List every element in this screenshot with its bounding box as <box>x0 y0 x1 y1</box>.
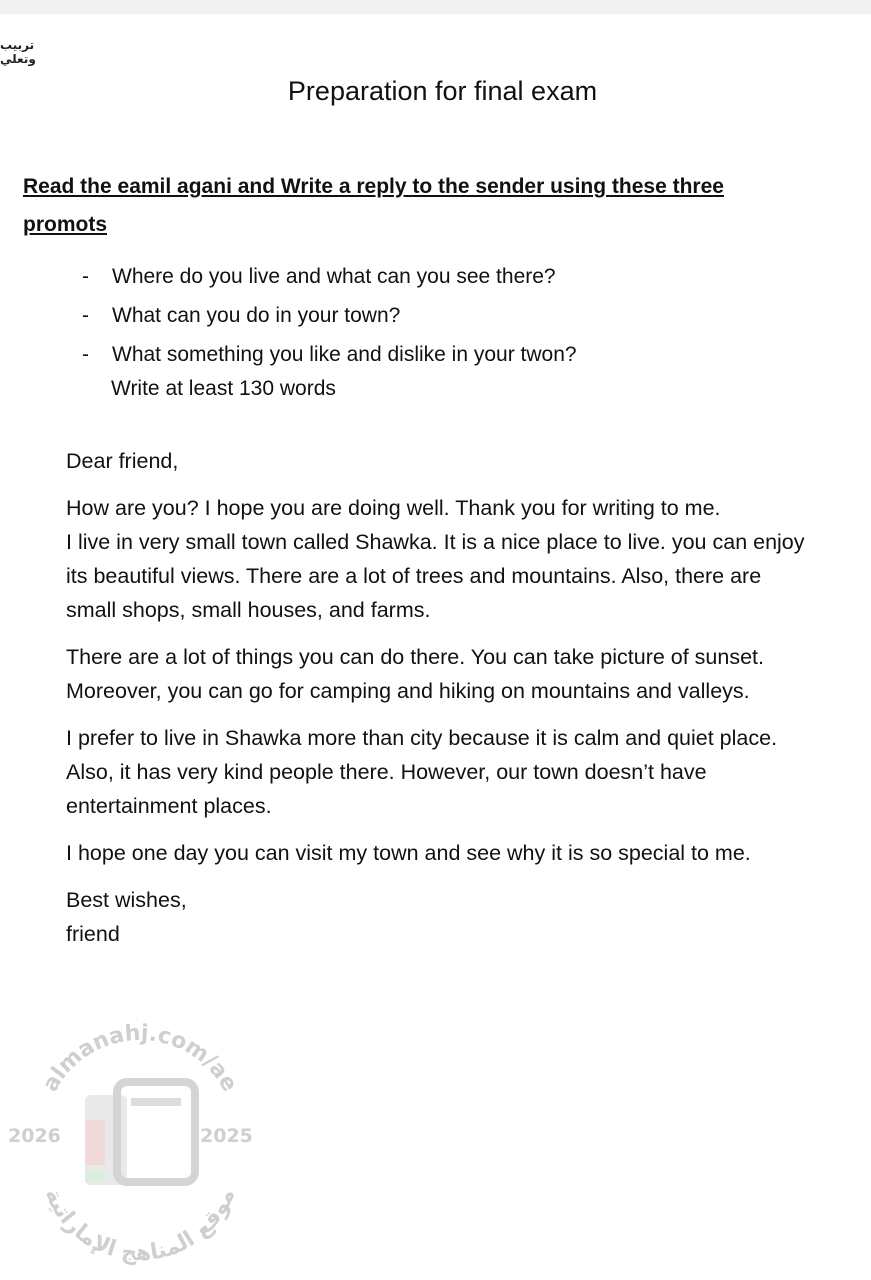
instructions-heading: Read the eamil agani and Write a reply to the sender using these three promots <box>23 175 724 236</box>
prompt-item <box>80 257 780 296</box>
prompt-bullet: - <box>82 304 89 327</box>
letter-signature: friend <box>66 922 120 946</box>
watermark-phone-icon <box>85 1082 195 1185</box>
letter-paragraph-4: I hope one day you can visit my town and see why it is so special to me. <box>66 841 751 865</box>
prompt-item <box>80 296 780 335</box>
letter-paragraph-2: There are a lot of things you can do there. You can take picture of sunset. Moreover, you can go for camping and hiking on mountains and valleys. <box>66 645 765 703</box>
watermark-arabic: موقع المناهج الإماراتية <box>39 1185 241 1267</box>
watermark-url: almanahj.com/ae <box>38 1020 242 1097</box>
prompt-list <box>80 257 780 374</box>
letter-paragraph-3: I prefer to live in Shawka more than city because it is calm and quiet place. Also, it has very kind people there. However, our town doesn’t have entertainment places. <box>66 726 778 818</box>
prompt-text: What something you like and dislike in your twon? <box>112 343 577 366</box>
corner-logo-line-1: تربيب <box>0 38 35 52</box>
watermark-logo <box>0 1010 280 1280</box>
word-count-requirement: Write at least 130 words <box>111 377 336 400</box>
prompt-text: What can you do in your town? <box>112 304 401 327</box>
corner-logo <box>0 38 36 66</box>
top-strip <box>0 0 871 14</box>
letter-greeting: Dear friend, <box>66 449 179 473</box>
letter-paragraph-1a: How are you? I hope you are doing well. Thank you for writing to me. <box>66 496 721 520</box>
prompt-bullet: - <box>82 343 89 366</box>
letter-paragraph-1b: I live in very small town called Shawka. It is a nice place to live. you can enjoy its beautiful views. There are a lot of trees and mountains. Also, there are small shops, small houses, and farms. <box>66 530 805 622</box>
corner-logo-line-2: وتعلي <box>0 52 36 66</box>
letter-closing: Best wishes, <box>66 888 187 912</box>
prompt-item <box>80 335 780 374</box>
page-title: Preparation for final exam <box>287 76 598 106</box>
prompt-bullet: - <box>82 265 89 288</box>
watermark-year-right: 2025 <box>200 1125 253 1147</box>
letter-body <box>66 444 816 964</box>
watermark-year-left: 2026 <box>8 1125 61 1147</box>
prompt-text: Where do you live and what can you see there? <box>112 265 556 288</box>
